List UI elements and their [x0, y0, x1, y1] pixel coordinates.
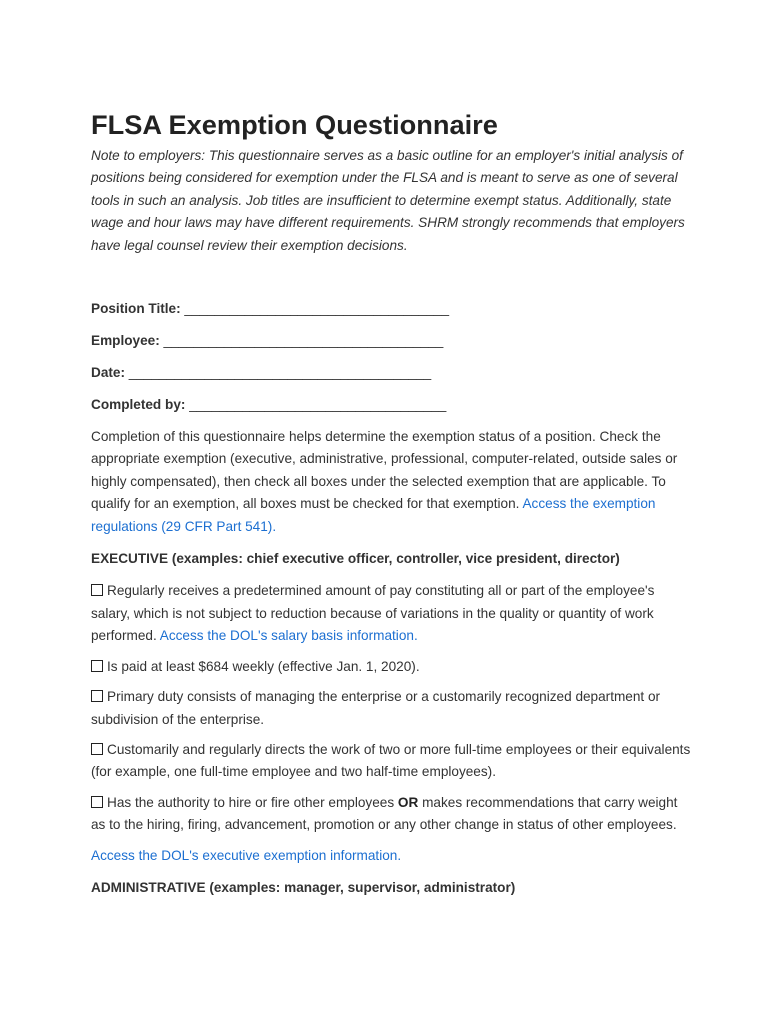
item-text: Customarily and regularly directs the work of two or more full-time employees or their equivalents (for example, one full-time employee and two half-time employees).: [91, 741, 691, 780]
note-to-employers: Note to employers: This questionnaire serves as a basic outline for an employer's initial analysis of positions being considered for exemption under the FLSA and is meant to serve as one of several tools in such an analysis. Job titles are insufficient to determine exempt status. Additionally, state wage and hour laws may have different requirements. SHRM strongly recommends that employers have legal counsel review their exemption decisions.: [91, 148, 685, 253]
exemption-regulations-link[interactable]: Access the exemption regulations (29 CFR Part 541).: [91, 496, 656, 534]
or-emphasis: OR: [397, 794, 419, 810]
salary-basis-link[interactable]: Access the DOL's salary basis information.: [159, 628, 418, 644]
checkbox[interactable]: [91, 743, 103, 755]
checkbox[interactable]: [91, 690, 103, 702]
questionnaire-content: [91, 109, 691, 909]
executive-item-salary-basis: [91, 580, 691, 647]
item-text-after: makes recommendations that carry weight as to the hiring, firing, advancement, promotion or any other change in status of other employees.: [91, 794, 678, 833]
form-fields: [91, 298, 691, 416]
executive-item-directs-work: [91, 739, 691, 784]
executive-exemption-link[interactable]: Access the DOL's executive exemption information.: [91, 847, 402, 863]
checkbox[interactable]: [91, 660, 103, 672]
administrative-heading: ADMINISTRATIVE (examples: manager, supervisor, administrator): [91, 879, 516, 895]
item-text: Regularly receives a predetermined amount of pay constituting all or part of the employee's salary, which is not subject to reduction because of variations in the quality or quantity of work performed.: [91, 583, 655, 644]
checkbox[interactable]: [91, 584, 103, 596]
completed-by-field[interactable]: Completed by: __________________________________: [91, 397, 447, 413]
executive-item-primary-duty: [91, 686, 691, 731]
executive-item-hire-fire: [91, 792, 691, 837]
date-label: Date: [91, 365, 121, 381]
employee-field[interactable]: Employee: _____________________________________: [91, 333, 444, 349]
checkbox[interactable]: [91, 796, 103, 808]
item-text-before: Has the authority to hire or fire other employees: [107, 794, 395, 810]
item-text: Primary duty consists of managing the enterprise or a customarily recognized department or subdivision of the enterprise.: [91, 689, 661, 727]
position-title-field[interactable]: Position Title: ___________________________________: [91, 301, 450, 317]
date-field[interactable]: Date: ________________________________________: [91, 365, 432, 381]
completed-by-blank[interactable]: __________________________________: [189, 397, 447, 413]
executive-info-paragraph: [91, 845, 691, 867]
executive-item-salary-level: [91, 656, 691, 678]
completed-by-label: Completed by: [91, 397, 181, 413]
date-blank[interactable]: ________________________________________: [128, 365, 432, 381]
employee-label: Employee: [91, 333, 156, 349]
position-title-blank[interactable]: ___________________________________: [184, 301, 450, 317]
document-title: FLSA Exemption Questionnaire: [91, 109, 498, 140]
position-title-label: Position Title: [91, 301, 177, 317]
executive-heading: EXECUTIVE (examples: chief executive officer, controller, vice president, director): [91, 551, 620, 567]
intro-text: Completion of this questionnaire helps determine the exemption status of a position. Check the appropriate exemption (executive, administrative, professional, computer-related, outside sales or highly compensated), then check all boxes under the selected exemption that are applicable. To qualify for an exemption, all boxes must be checked for that exemption.: [91, 429, 678, 512]
employee-blank[interactable]: _____________________________________: [163, 333, 444, 349]
intro-paragraph: [91, 426, 691, 538]
item-text: Is paid at least $684 weekly (effective Jan. 1, 2020).: [107, 658, 420, 674]
